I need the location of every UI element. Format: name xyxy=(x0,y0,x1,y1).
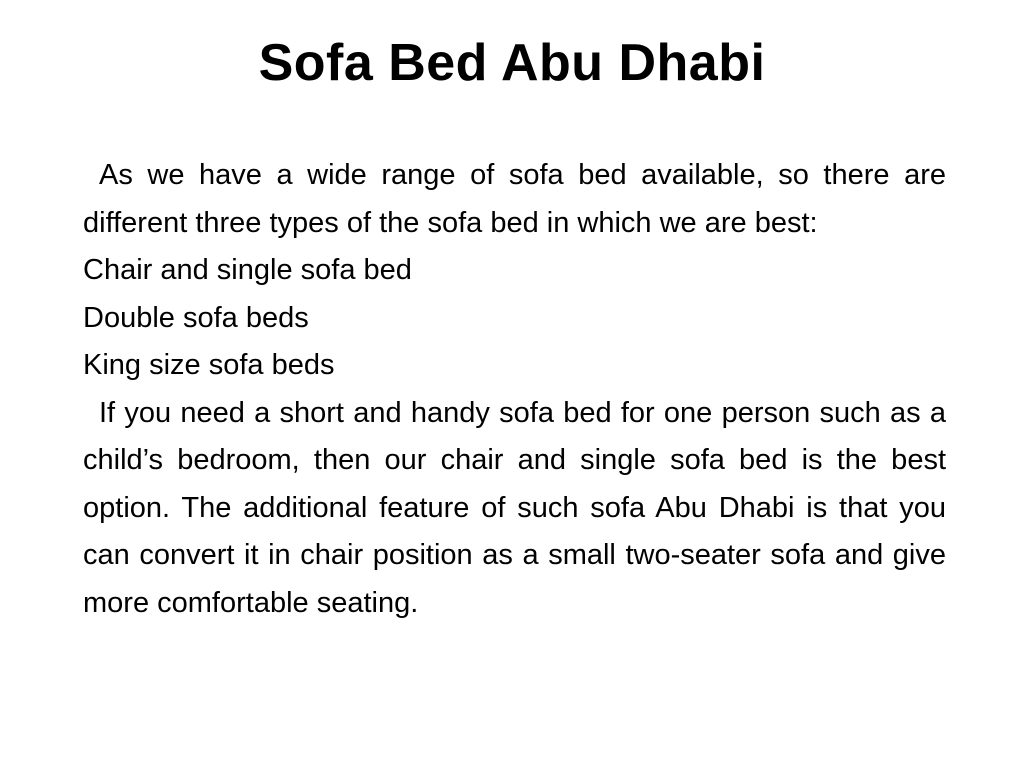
sofa-type-chair-single: Chair and single sofa bed xyxy=(83,254,412,286)
slide-body xyxy=(83,152,946,627)
slide-title: Sofa Bed Abu Dhabi xyxy=(258,34,766,92)
sofa-type-double: Double sofa beds xyxy=(83,301,309,334)
sofa-type-king-size: King size sofa beds xyxy=(83,349,335,381)
intro-paragraph: As we have a wide range of sofa bed available, so there are different three types of the sofa bed in which we are best: xyxy=(83,159,946,239)
detail-paragraph: If you need a short and handy sofa bed for one person such as a child’s bedroom, then our chair and single sofa bed is the best option. The additional feature of such sofa Abu Dhabi is that you can convert it in chair position as a small two-seater sofa and give more comfortable seating. xyxy=(83,396,946,619)
